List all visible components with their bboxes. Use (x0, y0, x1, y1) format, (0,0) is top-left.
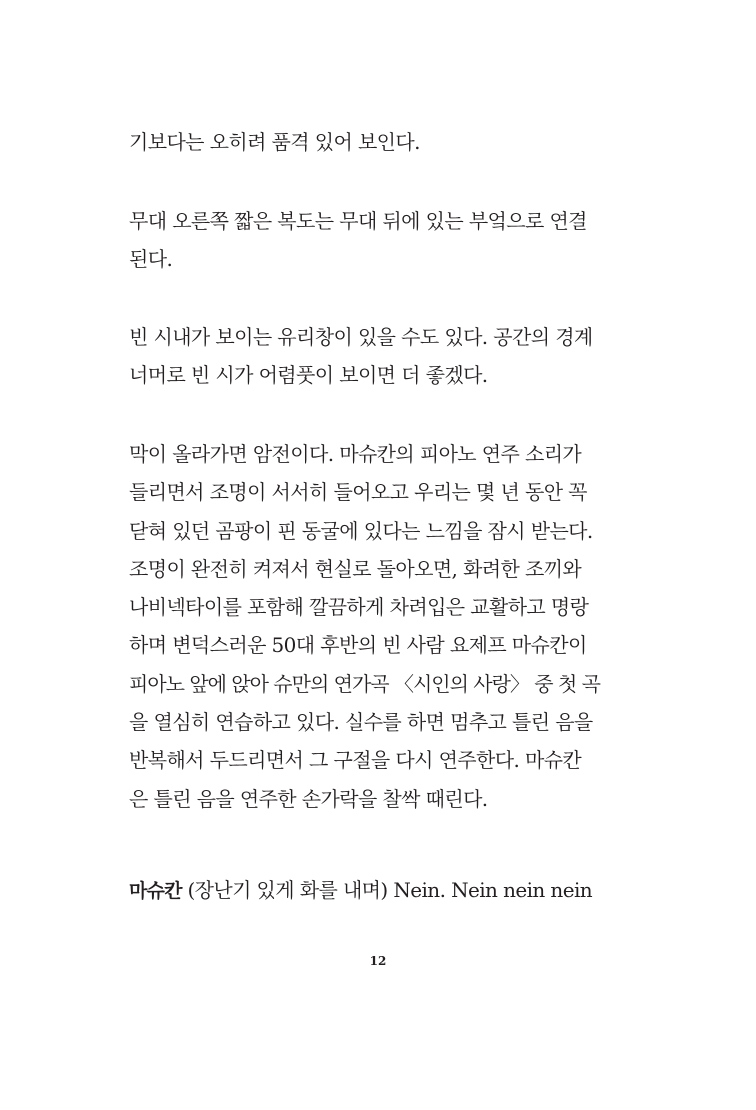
text-line: 조명이 완전히 켜져서 현실로 돌아오면, 화려한 조끼와 (129, 556, 582, 581)
text-line: 나비넥타이를 포함해 깔끔하게 차려입은 교활하고 명랑 (129, 595, 589, 620)
text-line: 너머로 빈 시가 어렴풋이 보이면 더 좋겠다. (129, 363, 488, 388)
text-line: 된다. (129, 247, 173, 272)
dialogue-text (129, 871, 599, 909)
stage-direction-paragraph-2 (129, 202, 599, 279)
text-line: 피아노 앞에 앉아 슈만의 연가곡 〈시인의 사랑〉 중 첫 곡 (129, 671, 600, 696)
text-line: 을 열심히 연습하고 있다. 실수를 하면 멈추고 틀린 음을 (129, 710, 593, 735)
spoken-text: Nein. Nein nein nein (393, 878, 593, 902)
stage-direction-paragraph-4 (129, 435, 599, 818)
text-line: 빈 시내가 보이는 유리창이 있을 수도 있다. 공간의 경계 (129, 325, 593, 349)
text-line: 막이 올라가면 암전이다. 마슈칸의 피아노 연주 소리가 (129, 442, 582, 466)
text-line: 은 틀린 음을 연주한 손가락을 찰싹 때린다. (129, 786, 488, 811)
stage-direction-paragraph-3 (129, 318, 599, 395)
text-line: 무대 오른쪽 짧은 복도는 무대 뒤에 있는 부엌으로 연결 (129, 209, 587, 233)
dialogue-line (129, 871, 599, 909)
text-line: 하며 변덕스러운 50대 후반의 빈 사람 요제프 마슈칸이 (129, 633, 587, 658)
parenthetical-direction: (장난기 있게 화를 내며) (187, 878, 388, 902)
text-line: 닫혀 있던 곰팡이 핀 동굴에 있다는 느낌을 잠시 받는다. (129, 518, 593, 543)
speaker-name: 마슈칸 (129, 880, 182, 902)
text-line: 반복해서 두드리면서 그 구절을 다시 연주한다. 마슈칸 (129, 748, 582, 773)
text-line: 기보다는 오히려 품격 있어 보인다. (129, 130, 420, 154)
text-line: 들리면서 조명이 서서히 들어오고 우리는 몇 년 동안 꼭 (129, 480, 587, 505)
stage-direction-paragraph-1 (129, 123, 599, 161)
page-number: 12 (369, 954, 387, 968)
